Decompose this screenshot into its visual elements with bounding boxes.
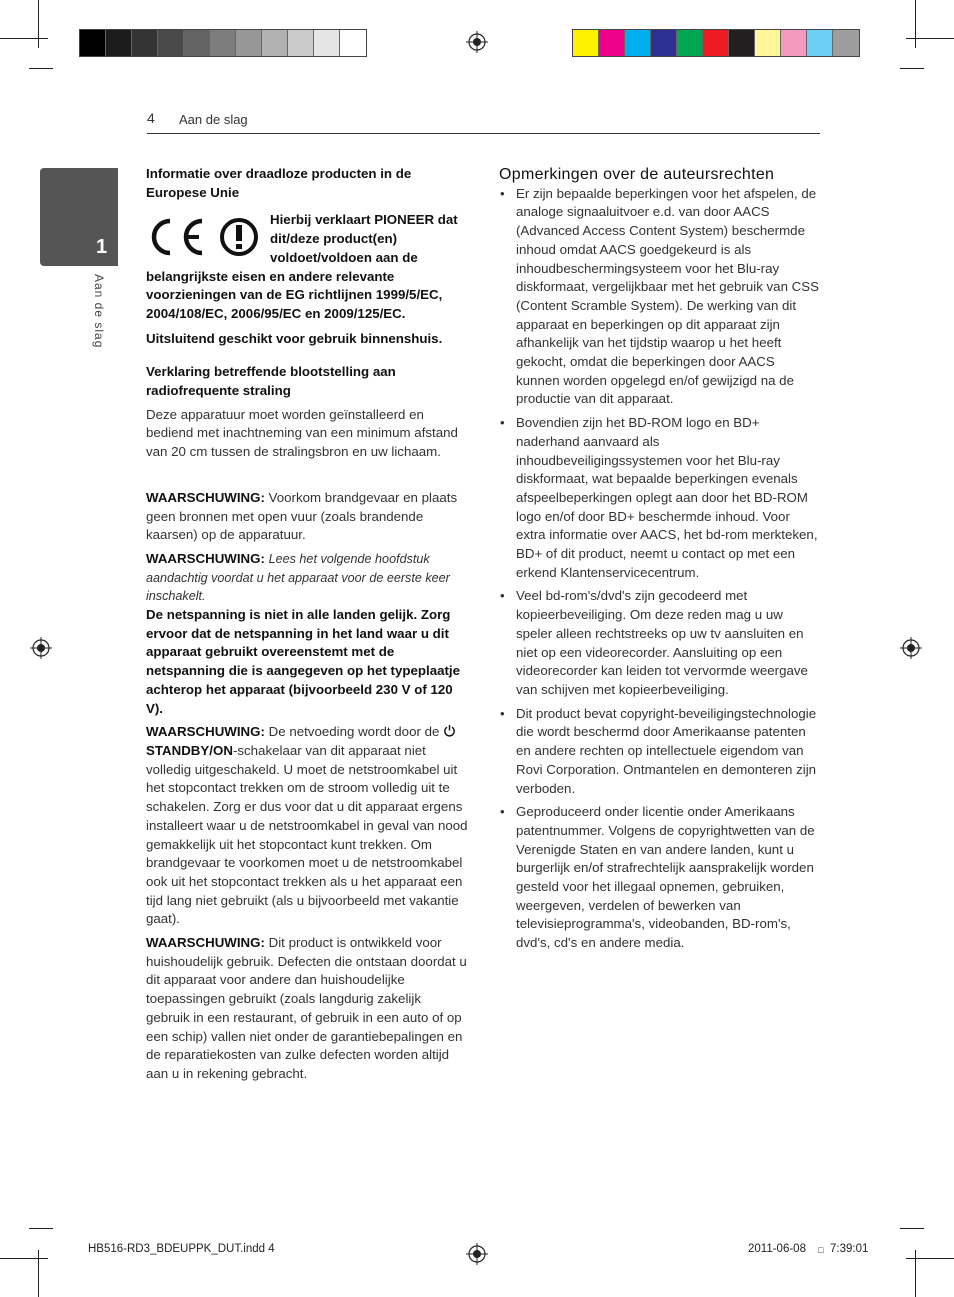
registration-mark-icon [466,1243,488,1265]
warning-3-post: -schakelaar van dit apparaat niet volledig uitgeschakeld. U moet de netstroomkabel uit het stopcontact trekken om de stroom volledig uit te schakelen. Zorg er dus voor dat u dit apparaat ergens installeert waar u de netstroomkabel in geval van nood gemakkelijk uit het stopcontact kunt trekken. Om brandgevaar te voorkomen moet u de netstroomkabel ook uit het stopcontact trekken als u het apparaat een tijd lang niet gebruikt (als u bijvoorbeeld met vakantie gaat). [146,742,468,927]
crop-mark [915,0,916,48]
rf-heading: Verklaring betreffende blootstelling aan radiofrequente straling [146,364,396,399]
warning-2 [146,550,468,606]
warning-label: WAARSCHUWING: [146,724,265,740]
chapter-label: Aan de slag [92,274,106,349]
crop-mark [906,38,954,39]
declaration-text: Hierbij verklaart PIONEER dat dit/deze product(en) voldoet/voldoen aan de belangrijkste eisen en andere relevante voorzieningen van de EG richtlijnen 1999/5/EC, 2004/108/EC, 2006/95/EC en 2009/125/EC. [146,212,458,321]
color-swatch [314,30,340,56]
color-swatch [729,30,755,56]
process-color-bar [572,29,860,57]
color-swatch [651,30,677,56]
color-swatch [340,30,366,56]
color-swatch [755,30,781,56]
color-swatch [80,30,106,56]
copyright-list [499,185,821,953]
running-header: Aan de slag [179,112,248,127]
color-swatch [573,30,599,56]
color-swatch [158,30,184,56]
slug-filename: HB516-RD3_BDEUPPK_DUT.indd 4 [88,1243,275,1255]
registration-mark-icon [30,637,52,659]
warning-2-bold: De netspanning is niet in alle landen gelijk. Zorg ervoor dat de netspanning in het land waar u dit apparaat gebruikt overeenstemt met de netspanning die is aangegeven op het typeplaatje achterop het apparaat (bijvoorbeeld 230 V of 120 V). [146,607,461,716]
grayscale-color-bar [79,29,367,57]
color-swatch [807,30,833,56]
registration-mark-icon [466,31,488,53]
warning-3 [146,723,468,929]
warning-2-italic: Lees het volgende hoofdstuk aandachtig voordat u het apparaat voor de eerste keer inschakelt. [146,551,450,604]
list-item: • Bovendien zijn het BD-ROM logo en BD+ naderhand aanvaard als inhoudbeveiligingssystemen voor het Blu-ray diskformaat, wat bepaalde beperkingen evenals afspeelbeperkingen oplegt aan door het BD-ROM logo en/of door BD+ beschermde inhoud. Voor extra informatie over AACS, het bd-rom merkteken, BD+ of dit product, neemt u contact op met een erkend Klantenservicecentrum. [499,414,821,582]
color-swatch [677,30,703,56]
crop-mark [29,68,53,69]
left-column [146,165,468,1084]
crop-mark [0,38,48,39]
list-item: • Dit product bevat copyright-beveiligingstechnologie die wordt beschermd door Amerikaanse patenten en andere rechten op intellectuele eigendom van Rovi Corporation. Ontmantelen en demonteren zijn verboden. [499,705,821,799]
crop-mark [900,68,924,69]
color-swatch [184,30,210,56]
color-swatch [210,30,236,56]
header-rule [147,133,820,134]
list-item: • Er zijn bepaalde beperkingen voor het afspelen, de analoge signaaluitvoer e.d. van door AACS (Advanced Access Content System) beschermde inhoud omdat AACS goedgekeurd is als inhoudbeschermingsysteem voor het Blu-ray diskformaat, vergelijkbaar met het gebruik van CSS (Content Scramble System). De werking van dit apparaat en beperkingen op dit apparaat zijn afhankelijk van het tijdstip waarop u het heeft gekocht, omdat die beperkingen door AACS kunnen worden opgelegd en/of gewijzigd na de productie van dit apparaat. [499,185,821,409]
color-swatch [625,30,651,56]
page-number: 4 [147,110,155,126]
ce-mark-icon [146,211,266,267]
warning-label: WAARSCHUWING: [146,489,265,505]
crop-mark [900,1228,924,1229]
color-swatch [833,30,859,56]
registration-mark-icon [900,637,922,659]
warning-label: WAARSCHUWING: [146,935,265,951]
power-icon [443,724,456,737]
color-swatch [288,30,314,56]
slug-clock-icon: □ [818,1245,824,1255]
crop-mark [29,1228,53,1229]
crop-mark [0,1258,48,1259]
warning-1 [146,489,468,545]
slug-date: 2011-06-08 [748,1243,806,1255]
color-swatch [262,30,288,56]
color-swatch [599,30,625,56]
crop-mark [906,1258,954,1259]
standby-label: STANDBY/ON [146,742,233,758]
list-item: • Veel bd-rom's/dvd's zijn gecodeerd met kopieerbeveiliging. Om deze reden mag u uw speler alleen rechtstreeks op uw tv aansluiten en niet op een videorecorder. Aansluiting op een videorecorder kan leiden tot vervormde weergave van schijven met kopieerbeveiliging. [499,587,821,699]
chapter-number: 1 [96,236,108,258]
warning-1-text: Voorkom brandgevaar en plaats geen bronnen met open vuur (zoals brandende kaarsen) op de apparatuur. [146,489,458,543]
color-swatch [132,30,158,56]
color-swatch [106,30,132,56]
warning-4-text: Dit product is ontwikkeld voor huishoudelijk gebruik. Defecten die ontstaan doordat u dit apparaat voor andere dan huishoudelijke toepassingen gebruikt (zoals langdurig zakelijk gebruik in een restaurant, of gebruik in een auto of op een schip) vallen niet onder de garantiebepalingen en de reparatiekosten van zulke defecten worden altijd aan u in rekening gebracht. [146,935,467,1081]
color-swatch [236,30,262,56]
eu-heading: Informatie over draadloze producten in de Europese Unie [146,166,412,200]
right-column [499,166,821,958]
crop-mark [38,0,39,48]
list-item: • Geproduceerd onder licentie onder Amerikaans patentnummer. Volgens de copyrightwetten van de Verenigde Staten en van andere landen, kunt u burgerlijk en/of strafrechtelijk aansprakelijk worden gesteld voor het illegaal opnemen, gebruiken, weergeven, verdelen of bewerken van televisieprogramma's, videobanden, BD-rom's, dvd's, cd's en andere media. [499,803,821,953]
color-swatch [781,30,807,56]
warning-label: WAARSCHUWING: [146,550,265,566]
warning-4 [146,934,468,1084]
color-swatch [703,30,729,56]
copyright-title: Opmerkingen over de auteursrechten [499,166,775,183]
declaration-block [146,211,468,323]
indoor-only-text: Uitsluitend geschikt voor gebruik binnenshuis. [146,330,443,346]
rf-text: Deze apparatuur moet worden geïnstalleerd en bediend met inachtneming van een minimum afstand van 20 cm tussen de stralingsbron en uw lichaam. [146,406,458,460]
warning-3-pre: De netvoeding wordt door de [268,724,440,740]
slug-time: 7:39:01 [830,1243,869,1255]
